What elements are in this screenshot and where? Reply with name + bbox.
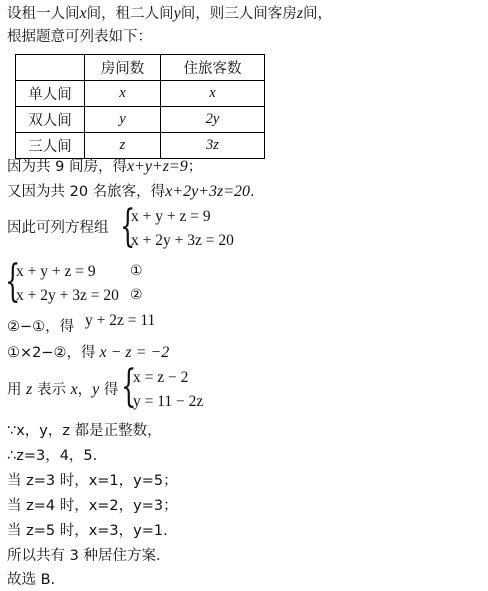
var-z: z <box>296 5 303 22</box>
table-cell: 单人间 <box>16 81 85 107</box>
system-1-eq-1: x + y + z = 9 <box>131 208 211 225</box>
step-1 <box>7 157 202 177</box>
left-brace: { <box>121 361 137 412</box>
case-3: 当 z=5 时，x=3，y=1. <box>7 523 168 539</box>
step-1-end: ； <box>187 159 203 175</box>
system-2-eq-1: x + y + z = 9 <box>16 263 96 280</box>
intro-line-1 <box>7 4 332 24</box>
step-2-text: 又因为共 20 名旅客，得 <box>7 184 166 200</box>
var-y: y <box>173 5 181 22</box>
var-x: x <box>79 5 87 22</box>
table-row <box>16 107 265 133</box>
table-cell: z <box>85 133 161 159</box>
step-2 <box>7 182 255 202</box>
table-header-cell: 房间数 <box>85 55 161 81</box>
table-row <box>16 133 265 159</box>
table-header-cell: 住旅客数 <box>161 55 265 81</box>
table-header-cell <box>16 55 85 81</box>
intro-text-1: 设租一人间 <box>7 6 80 22</box>
step-4 <box>7 343 169 363</box>
step-5-text-d: 得 <box>103 382 119 398</box>
table-cell: 双人间 <box>16 107 85 133</box>
left-brace: { <box>120 201 136 252</box>
step-4-text: ①×2−②，得 <box>7 345 96 361</box>
table-cell: x <box>161 81 265 107</box>
table-header-row <box>16 55 265 81</box>
case-2: 当 z=4 时，x=2，y=3； <box>7 498 178 514</box>
intro-text-2: 间，租二人间 <box>86 6 174 22</box>
intro-line-2: 根据题意可列表如下： <box>7 29 152 45</box>
step-2-equation: x+2y+3z=20 <box>165 183 250 200</box>
case-1: 当 z=3 时，x=1，y=5； <box>7 473 178 489</box>
step-1-text: 因为共 9 间房，得 <box>7 159 127 175</box>
mark-2: ② <box>130 287 143 303</box>
step-5-eq-1: x = z − 2 <box>133 369 189 386</box>
table-cell: 3z <box>161 133 265 159</box>
var-y: y <box>92 381 100 398</box>
table-cell: 三人间 <box>16 133 85 159</box>
step-1-equation: x+y+z=9 <box>126 158 188 175</box>
room-table <box>15 54 265 159</box>
var-x: x <box>70 381 78 398</box>
step-3-equation: y + 2z = 11 <box>85 312 156 329</box>
system-label: 因此可列方程组 <box>7 220 109 236</box>
step-5 <box>7 380 118 400</box>
step-6: ∵x，y，z 都是正整数， <box>7 423 162 439</box>
intro-text-4: 间， <box>302 6 332 22</box>
left-brace: { <box>5 256 21 307</box>
step-7: ∴z=3，4，5. <box>7 448 98 464</box>
step-5-eq-2: y = 11 − 2z <box>133 393 204 410</box>
table-cell: 2y <box>161 107 265 133</box>
step-2-end: . <box>250 184 255 200</box>
system-2-eq-2: x + 2y + 3z = 20 <box>16 287 119 304</box>
step-5-comma: ， <box>77 382 93 398</box>
answer: 故选 B. <box>7 572 56 588</box>
step-4-equation: x − z = −2 <box>99 344 170 361</box>
system-1-eq-2: x + 2y + 3z = 20 <box>131 232 234 249</box>
conclusion: 所以共有 3 种居住方案. <box>7 548 161 564</box>
table-cell: y <box>85 107 161 133</box>
var-z: z <box>26 381 33 398</box>
step-5-text-a: 用 <box>7 382 22 398</box>
intro-text-3: 间，则三人间客房 <box>180 6 297 22</box>
mark-1: ① <box>130 263 143 279</box>
step-3 <box>7 317 74 337</box>
table-row <box>16 81 265 107</box>
step-3-text: ②−①，得 <box>7 319 75 335</box>
step-5-text-b: 表示 <box>36 382 66 398</box>
table-cell: x <box>85 81 161 107</box>
